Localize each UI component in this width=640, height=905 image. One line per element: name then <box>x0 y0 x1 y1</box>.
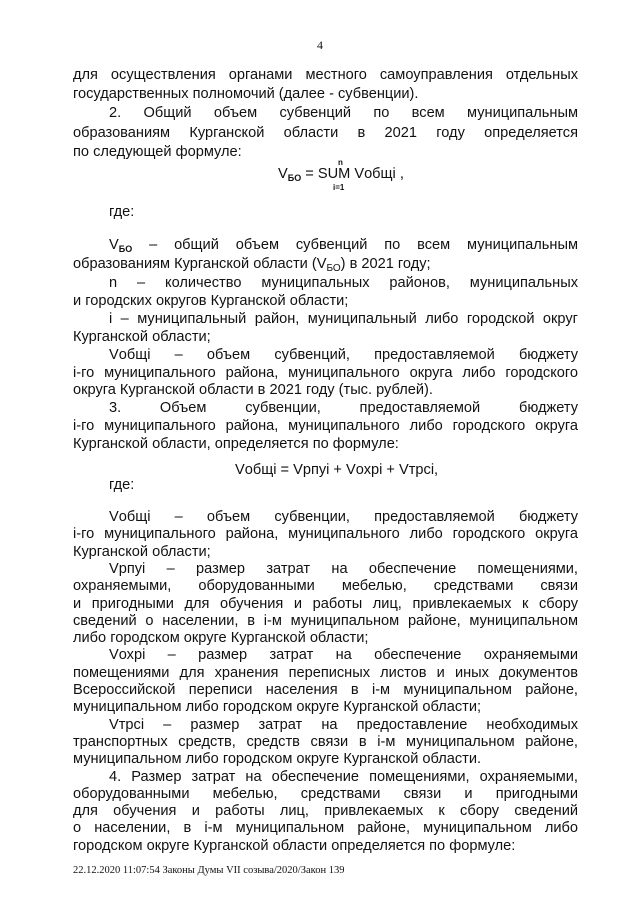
definition-line <box>73 768 578 787</box>
definition-line <box>73 785 578 804</box>
definition-line <box>73 612 578 631</box>
definition-line <box>73 364 578 383</box>
formula-subvention-components: Vобщі = Vрпуі + Vохрі + Vтрсі, <box>235 462 439 478</box>
paragraph-line <box>73 85 578 104</box>
text-line: образованиям Курганской области в 2021 году определяется <box>73 124 578 141</box>
text-line: для осуществления органами местного самоуправления отдельных <box>73 67 578 83</box>
definition-line <box>73 399 578 418</box>
text-line: либо городском округе Курганской области; <box>73 630 369 647</box>
text-line: муниципальном либо городском округе Курганской области. <box>73 751 482 768</box>
definition-line <box>73 560 578 579</box>
text-line: 4. Размер затрат на обеспечение помещениями, охраняемыми, <box>109 768 578 785</box>
text-line: транспортных средств, средств связи в і-м муниципальном районе, <box>73 733 578 750</box>
text-line: 3. Объем субвенции, предоставляемой бюджету <box>109 400 578 417</box>
definition-line <box>73 310 578 329</box>
definition-line <box>73 698 578 717</box>
text-line: сведений о населении, в і-м муниципальном районе, муниципальном <box>73 612 578 629</box>
text-line: і-го муниципального района, муниципального округа либо городского <box>73 364 578 381</box>
text-line: о населении, в і-м муниципальном районе, муниципальном либо <box>73 820 578 837</box>
text-line: для обучения и работы лиц, привлекаемых к сбору сведений <box>73 803 578 820</box>
definition-line <box>73 381 578 400</box>
definition-line <box>73 595 578 614</box>
definition-line <box>73 716 578 735</box>
where-label: где: <box>109 204 135 220</box>
text-line: охраняемыми, оборудованными мебелью, средствами связи <box>73 578 578 595</box>
definition-line <box>73 837 578 856</box>
text-line: і – муниципальный район, муниципальный либо городской округ <box>109 310 578 327</box>
where-label-2: где: <box>109 477 135 493</box>
text-line: помещениями для хранения переписных листов и иных документов <box>73 664 578 681</box>
footer-stamp: 22.12.2020 11:07:54 Законы Думы VII созыва/2020/Закон 139 <box>73 865 345 876</box>
definition-line <box>73 750 578 769</box>
definition-line <box>73 435 578 454</box>
formula-sum-lower-limit: i=1 <box>333 183 345 192</box>
definition-line <box>73 346 578 365</box>
paragraph-line <box>73 124 578 143</box>
page-number: 4 <box>317 38 323 52</box>
text-line: муниципальном либо городском округе Курганской области; <box>73 699 482 716</box>
definition-vbo-line1: $V_{БО}$ – общий объем субвенций по всем муниципальным <box>109 237 578 254</box>
definition-line <box>73 292 578 311</box>
formula-total-subvention <box>0 158 640 198</box>
text-line: городском округе Курганской области определяется по формуле: <box>73 837 516 854</box>
definition-line <box>73 733 578 752</box>
text-line: і-го муниципального района, муниципального либо городского округа <box>73 526 578 543</box>
definition-line <box>73 819 578 838</box>
text-line: Vохрі – размер затрат на обеспечение охраняемыми <box>109 647 578 664</box>
definition-line <box>73 508 578 527</box>
text-line: Курганской области, определяется по формуле: <box>73 436 399 453</box>
definition-line <box>73 629 578 648</box>
text-line: округа Курганской области в 2021 году (тыс. рублей). <box>73 382 433 399</box>
text-line: оборудованными мебелью, средствами связи и пригодными <box>73 785 578 802</box>
definition-line <box>73 646 578 665</box>
definition-line <box>73 417 578 436</box>
formula-expression: $V_{БО}$ = SUM Vобщі , <box>278 166 404 183</box>
definition-line <box>73 681 578 700</box>
definition-line <box>73 543 578 562</box>
text-line: Vобщі – объем субвенции, предоставляемой бюджету <box>109 509 578 525</box>
text-line: Курганской области; <box>73 328 211 345</box>
formula-sum-upper-limit: n <box>338 158 343 167</box>
definition-line <box>73 525 578 544</box>
text-line: Всероссийской переписи населения в і-м муниципальном районе, <box>73 682 578 698</box>
definition-line <box>73 274 578 293</box>
text-line: и городских округов Курганской области; <box>73 292 349 309</box>
text-line: 2. Общий объем субвенций по всем муниципальным <box>109 105 578 122</box>
definition-line <box>73 577 578 596</box>
definition-line <box>73 664 578 683</box>
paragraph-line <box>73 104 578 123</box>
definition-line <box>73 802 578 821</box>
definition-line <box>73 328 578 347</box>
paragraph-line <box>73 66 578 85</box>
definition-vbo-line2: образованиям Курганской области $(V_{БО})$ в 2021 году; <box>73 256 431 274</box>
text-line: Vобщі – объем субвенций, предоставляемой бюджету <box>109 346 578 363</box>
text-line: Курганской области; <box>73 543 211 560</box>
text-line: Vтрсі – размер затрат на предоставление необходимых <box>109 716 578 733</box>
text-line: по следующей формуле: <box>73 143 242 160</box>
text-line: и пригодными для обучения и работы лиц, привлекаемых к сбору <box>73 595 578 612</box>
text-line: Vрпуі – размер затрат на обеспечение помещениями, <box>109 560 578 577</box>
text-line: n – количество муниципальных районов, муниципальных <box>109 275 578 291</box>
text-line: государственных полномочий (далее - субвенции). <box>73 86 419 103</box>
text-line: і-го муниципального района, муниципального либо городского округа <box>73 418 578 435</box>
